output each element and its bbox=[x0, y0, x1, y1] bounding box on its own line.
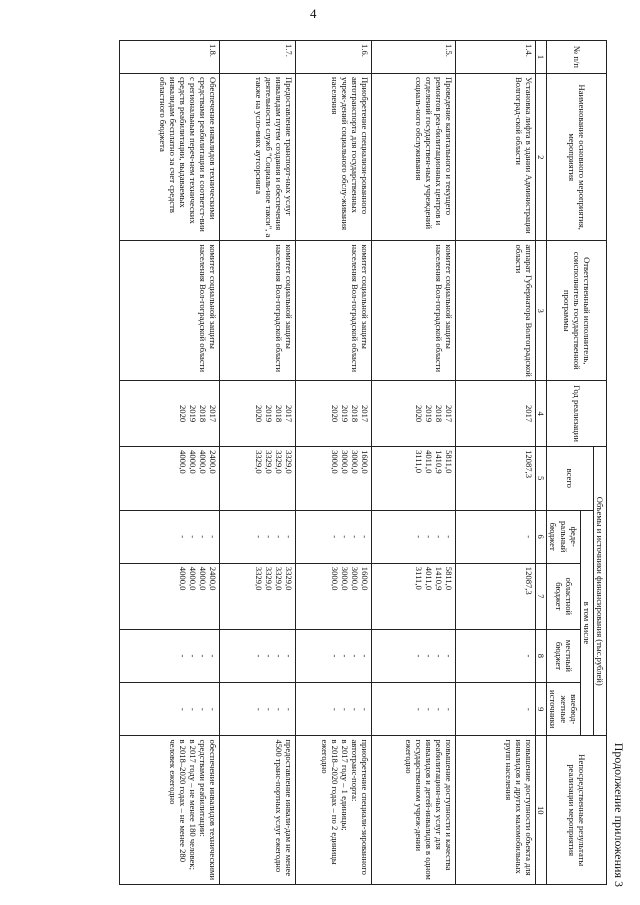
row-result: приобретение специали-зированного автотранс-порта: в 2017 году – 1 единицы; в 2018–2020 годах – по 2 единицы ежегодно bbox=[296, 736, 372, 885]
row-result: повышение доступности и качества реабилитацион-ных услуг для инвалидов и детей-инвалидов в одном государственном учреж-дении ежегодно bbox=[372, 736, 456, 885]
row-extra: - - - - bbox=[220, 683, 296, 736]
hdr-exec: Ответственный исполнитель, соисполнитель государственной программы bbox=[547, 241, 607, 381]
row-num: 1.7. bbox=[220, 41, 296, 74]
row-fed: - - - - bbox=[220, 510, 296, 563]
row-fed: - - - - bbox=[372, 510, 456, 563]
hdr-total: всего bbox=[547, 447, 594, 510]
row-total: 2400,0 4000,0 4000,0 4000,0 bbox=[120, 447, 220, 510]
program-table bbox=[119, 40, 607, 885]
table-row bbox=[296, 41, 372, 885]
table-row bbox=[456, 41, 536, 885]
hdr-year: Год реализации bbox=[547, 381, 607, 447]
colnum-9: 9 bbox=[536, 683, 547, 736]
hdr-extra: внебюд-жетные источники bbox=[547, 683, 580, 736]
row-total: 5811,0 1410,9 4011,0 3111,0 bbox=[372, 447, 456, 510]
row-reg: 3329,0 3329,0 3329,0 3329,0 bbox=[220, 563, 296, 629]
row-reg: 12087,3 bbox=[456, 563, 536, 629]
row-exec: комитет социальной защиты населения Вол-гоградской области bbox=[120, 241, 220, 381]
hdr-num: № п/п bbox=[547, 41, 607, 74]
row-reg: 2400,0 4000,0 4000,0 4000,0 bbox=[120, 563, 220, 629]
row-result: повышение доступности объекта для инвалидов и других маломобильных групп населения bbox=[456, 736, 536, 885]
row-local: - - - - bbox=[372, 629, 456, 682]
page-number: 4 bbox=[310, 6, 317, 21]
row-years: 2017 bbox=[456, 381, 536, 447]
row-exec: комитет социальной защиты населения Вол-гоградской области bbox=[296, 241, 372, 381]
hdr-funding: Объемы и источники финансирования (тыс.рублей) bbox=[593, 447, 606, 736]
row-extra: - bbox=[456, 683, 536, 736]
table-row bbox=[120, 41, 220, 885]
colnum-7: 7 bbox=[536, 563, 547, 629]
table-row bbox=[220, 41, 296, 885]
row-local: - - - - bbox=[220, 629, 296, 682]
row-exec: аппарат Губернатора Волгоградской области bbox=[456, 241, 536, 381]
row-num: 1.8. bbox=[120, 41, 220, 74]
row-local: - - - - bbox=[120, 629, 220, 682]
row-local: - - - - bbox=[296, 629, 372, 682]
row-result: предоставление инвали-дам не менее 4500 транс-портных услуг ежегодно bbox=[220, 736, 296, 885]
colnum-2: 2 bbox=[536, 73, 547, 241]
hdr-incl: в том числе bbox=[580, 510, 593, 736]
row-result: обеспечение инвалидов техническими средствами реабилитации: в 2017 году – не менее 180 человек; в 2018–2020 годах – не менее 280 человек ежегодно bbox=[120, 736, 220, 885]
row-name: Приобретение специализи-рованного автотранспорта для государственных учреж-дений социального обслу-живания населения bbox=[296, 73, 372, 241]
colnum-8: 8 bbox=[536, 629, 547, 682]
row-years: 2017 2018 2019 2020 bbox=[372, 381, 456, 447]
row-name: Предоставление транспорт-ных услуг инвалидам путем создания и обеспечения деятельности служб "Социаль-ное такси", а также на усло-виях аутсорсинга bbox=[220, 73, 296, 241]
row-extra: - - - - bbox=[296, 683, 372, 736]
colnum-1: 1 bbox=[536, 41, 547, 74]
row-years: 2017 2018 2019 2020 bbox=[220, 381, 296, 447]
row-exec: комитет социальной защиты населения Вол-гоградской области bbox=[220, 241, 296, 381]
colnum-6: 6 bbox=[536, 510, 547, 563]
row-reg: 1600,0 3000,0 3000,0 3000,0 bbox=[296, 563, 372, 629]
hdr-local: местный бюджет bbox=[547, 629, 580, 682]
row-fed: - - - - bbox=[120, 510, 220, 563]
row-years: 2017 2018 2019 2020 bbox=[120, 381, 220, 447]
colnum-4: 4 bbox=[536, 381, 547, 447]
colnum-10: 10 bbox=[536, 736, 547, 885]
row-total: 1600,0 3000,0 3000,0 3000,0 bbox=[296, 447, 372, 510]
row-total: 3329,0 3329,0 3329,0 3329,0 bbox=[220, 447, 296, 510]
row-exec: комитет социальной защиты населения Вол-гоградской области bbox=[372, 241, 456, 381]
row-total: 12087,3 bbox=[456, 447, 536, 510]
hdr-reg: областной бюджет bbox=[547, 563, 580, 629]
row-num: 1.4. bbox=[456, 41, 536, 74]
row-extra: - - - - bbox=[372, 683, 456, 736]
hdr-result: Непосредственные результаты реализации мероприятия bbox=[547, 736, 607, 885]
row-num: 1.5. bbox=[372, 41, 456, 74]
table-row bbox=[372, 41, 456, 885]
row-name: Установка лифта в здании Администрации Волгоград-ской области bbox=[456, 73, 536, 241]
colnum-5: 5 bbox=[536, 447, 547, 510]
row-local: - bbox=[456, 629, 536, 682]
row-fed: - - - - bbox=[296, 510, 372, 563]
row-extra: - - - - bbox=[120, 683, 220, 736]
continuation-label: Продолжение приложения 3 bbox=[612, 742, 626, 887]
row-name: Проведение капитального и текущего ремонтов реа-билитационных центров и отделений государствен-ных учреждений социаль-ного обслуживания bbox=[372, 73, 456, 241]
hdr-name: Наименование основного мероприятия, мероприятия bbox=[547, 73, 607, 241]
row-reg: 5811,0 1410,9 4011,0 3111,0 bbox=[372, 563, 456, 629]
row-years: 2017 2018 2019 2020 bbox=[296, 381, 372, 447]
colnum-3: 3 bbox=[536, 241, 547, 381]
hdr-fed: феде-ральный бюджет bbox=[547, 510, 580, 563]
row-fed: - bbox=[456, 510, 536, 563]
row-name: Обеспечение инвалидов техническими средствами реабилитации в соответст-вии с региональным переч-нем технических средств реабилитации, выдаваемых инвалидам бесплатно за счет средств областного бюджета bbox=[120, 73, 220, 241]
row-num: 1.6. bbox=[296, 41, 372, 74]
